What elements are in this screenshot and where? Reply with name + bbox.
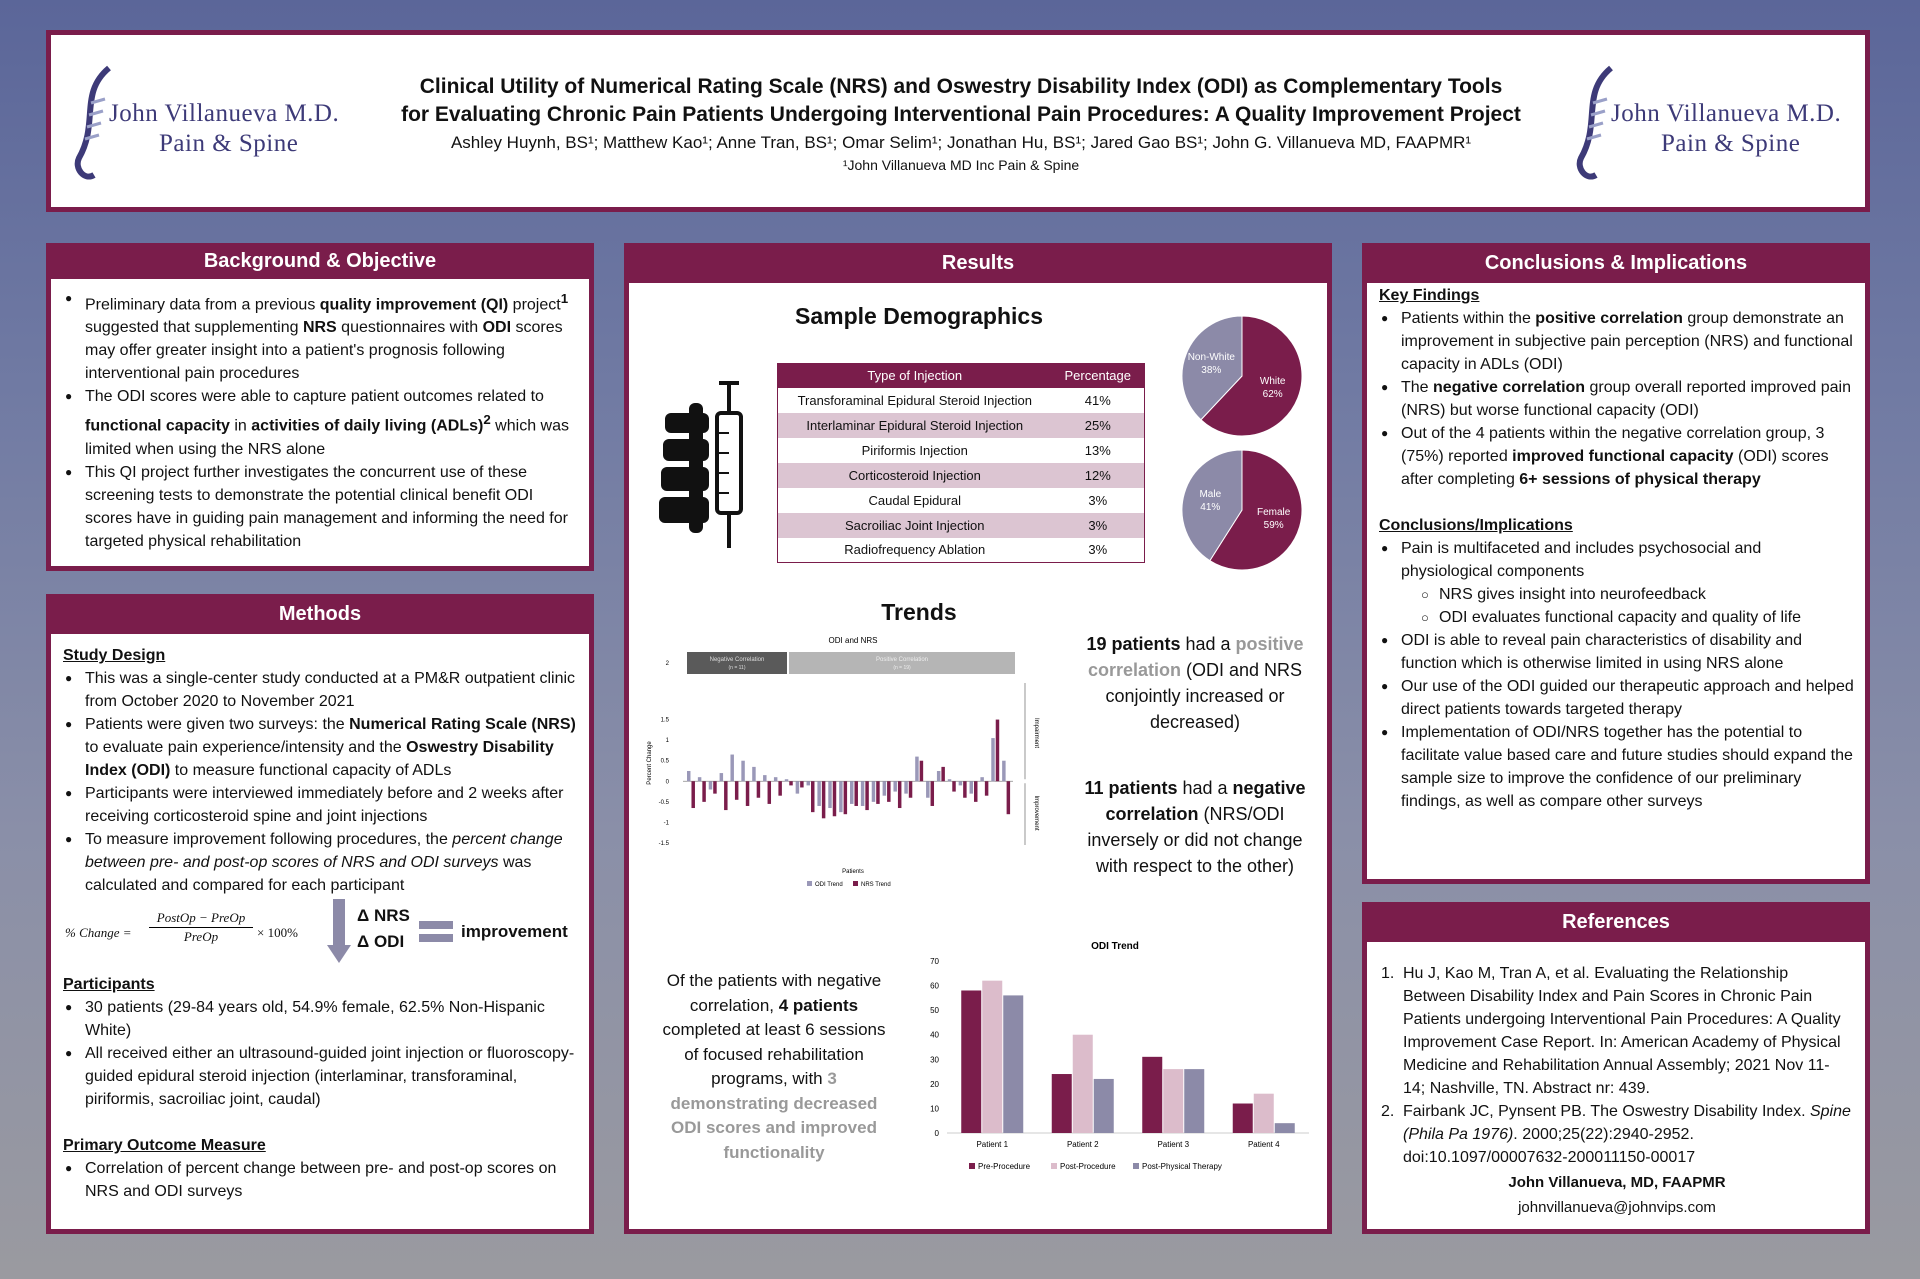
delta-odi: Δ ODI (357, 932, 405, 951)
odi-bar (1233, 1104, 1253, 1133)
group-count: (n = 19) (893, 665, 911, 671)
background-bullet-2: ● The ODI scores were able to capture patient outcomes related to functional capacity in activities of daily living (ADLs)$^2$ which was limited when using the NRS alone (63, 385, 579, 460)
logo-line1: John Villanueva M.D. (1611, 100, 1842, 127)
finding-bullet-1: ● Patients within the positive correlation group demonstrate an improvement in subjective pain perception (NRS) and functional capacity in ADLs (ODI) (1379, 307, 1855, 376)
spine-syringe-icon (659, 373, 759, 553)
conclusion-bullet-1: ● Pain is multifaceted and includes psychosocial and physiological components ○ NRS gives insight into neurofeedback ○ ODI evaluates functional capacity and quality of life (1379, 537, 1855, 629)
formula-fraction (149, 909, 253, 946)
reference-2: 2. Fairbank JC, Pynsent PB. The Oswestry Disability Index. Spine (Phila Pa 1976). 2000;25(22):2940-2952. doi:10.1097/00007632-200011150-00017 (1381, 1103, 1851, 1166)
table-header: Percentage (1052, 364, 1145, 388)
key-findings-heading: Key Findings (1379, 287, 1480, 304)
background-heading: Background & Objective (203, 250, 437, 272)
finding-bullet-2: ● The negative correlation group overall reported improved pain (NRS) but worse functional capacity (ODI) (1379, 376, 1855, 422)
x-axis-label: Patients (842, 869, 864, 875)
table-row (778, 513, 1145, 538)
legend-label: ODI Trend (815, 882, 843, 888)
table-cell: 3% (1052, 513, 1145, 538)
improvement-label: improvement (461, 922, 568, 941)
odi-bar (1052, 1074, 1072, 1133)
logo-line2: Pain & Spine (159, 130, 299, 157)
conclusion-bullet-2: ● ODI is able to reveal pain characteristics of disability and function which is otherwise limited in using NRS alone (1379, 629, 1855, 675)
logo-line1: John Villanueva M.D. (109, 100, 340, 127)
trend-bar (789, 781, 792, 785)
trend-bar (996, 720, 999, 782)
table-cell: 13% (1084, 442, 1111, 458)
y-tick-label: 10 (930, 1104, 939, 1114)
table-cell: Interlaminar Epidural Steroid Injection (778, 413, 1052, 438)
x-tick-label: Patient 2 (1066, 1140, 1099, 1149)
table-row (778, 463, 1145, 488)
title-line-2: for Evaluating Chronic Pain Patients Undergoing Interventional Pain Procedures: A Quality Improvement Project (401, 103, 1521, 126)
methods-bullet-2: ● Patients were given two surveys: the Numerical Rating Scale (NRS) to evaluate pain experience/intensity and the Oswestry Disability Index (ODI) to measure functional capacity of ADLs (63, 713, 579, 782)
results-heading: Results (941, 252, 1015, 274)
odi-bar (1073, 1035, 1093, 1133)
pie-label: Non-White (1187, 351, 1235, 363)
poster-header (46, 30, 1870, 212)
methods-body (51, 634, 589, 1229)
primary-outcome-heading: Primary Outcome Measure (63, 1137, 266, 1154)
positive-correlation-text: 19 patients had a positive correlation (ODI and NRS conjointly increased or decreased) (1086, 634, 1304, 732)
table-cell: Corticosteroid Injection (778, 463, 1052, 488)
trend-bar (948, 779, 951, 781)
participants-bullet-2: ● All received either an ultrasound-guided joint injection or fluoroscopy-guided epidural steroid injection (interlaminar, transforaminal, piriformis, sacroiliac joint, caudal) (63, 1042, 579, 1111)
table-cell: Transforaminal Epidural Steroid Injection (797, 392, 1032, 408)
trend-bar (800, 781, 803, 787)
group-label: Positive Correlation (875, 657, 929, 663)
y-tick-label: -1.5 (658, 841, 669, 847)
trend-bar (931, 781, 934, 806)
trend-bar (720, 773, 723, 781)
trend-bar (817, 781, 820, 806)
y-tick-label: -0.5 (658, 799, 669, 806)
injection-table (777, 363, 1145, 563)
trend-bar (887, 781, 890, 802)
trend-bar (883, 781, 886, 795)
y-tick-label: 0 (934, 1129, 939, 1138)
trend-bar (920, 761, 923, 782)
reference-1: 1. Hu J, Kao M, Tran A, et al. Evaluating the Relationship Between Disability Index and Pain Scores in Chronic Pain Patients undergoing Interventional Pain Procedures: A Quality Improvement Case Report. In: American Academy of Physical Medicine and Rehabilitation Annual Assembly; 2021 Nov 11- 14; Nashville, TN. Abstract nr: 439. (1381, 965, 1841, 1097)
odi-trend-bar-chart (915, 937, 1319, 1173)
table-cell: Caudal Epidural (868, 492, 961, 508)
trends-title: Trends (881, 599, 957, 625)
formula-multiplier: × 100% (257, 925, 298, 940)
trend-bar (959, 781, 962, 785)
table-header-row (778, 364, 1145, 388)
trend-bar (854, 781, 857, 806)
background-bullet-1: ● Preliminary data from a previous quality improvement (QI) project$^1$ suggested that supplementing NRS questionnaires with ODI scores may offer greater insight into a patient's prognosis following interventional pain procedures (63, 287, 579, 385)
trend-bar (876, 781, 879, 804)
table-row (778, 538, 1145, 563)
contact-email: johnvillanueva@johnvips.com (1518, 1199, 1716, 1216)
trend-bar (691, 781, 694, 808)
trend-bar (752, 767, 755, 781)
trend-bar (937, 771, 940, 781)
conclusion-bullet-3: ● Our use of the ODI guided our therapeutic approach and helped direct patients towards targeted therapy (1379, 675, 1855, 721)
conclusions-panel (1362, 243, 1870, 884)
clinic-logo-left (69, 63, 349, 183)
references-heading: References (1562, 911, 1670, 933)
y-tick-label: 40 (930, 1030, 939, 1040)
impairment-label: Impairment (1033, 717, 1039, 749)
odi-bar (1003, 995, 1023, 1133)
legend-label: Post-Physical Therapy (1142, 1162, 1222, 1171)
table-row (778, 488, 1145, 513)
trend-bar (796, 781, 799, 793)
trend-bar (833, 781, 836, 816)
odi-bar (1142, 1057, 1162, 1133)
title-block (351, 73, 1571, 175)
logo-text (1611, 99, 1841, 159)
trend-bar (985, 781, 988, 795)
conclusion-subbullet-2: ○ ODI evaluates functional capacity and quality of life (1421, 606, 1855, 629)
background-bullet-3: ● This QI project further investigates the concurrent use of these screening tests to demonstrate the potential clinical benefit ODI scores have in guiding pain management and informing the need for targeted physical rehabilitation (63, 461, 579, 553)
table-cell: 3% (1088, 492, 1108, 508)
logo-line2: Pain & Spine (1661, 130, 1801, 157)
trend-bar (1007, 781, 1010, 814)
pie-value-label: 41% (1200, 501, 1221, 513)
legend-swatch-odi (807, 881, 812, 886)
pie-label: White (1259, 376, 1286, 388)
methods-heading: Methods (278, 603, 362, 625)
legend-label: Pre-Procedure (978, 1162, 1031, 1171)
trend-bar (904, 781, 907, 793)
references-panel (1362, 902, 1870, 1234)
delta-labels (357, 903, 410, 955)
down-arrow-icon (327, 899, 351, 965)
finding-bullet-3: ● Out of the 4 patients within the negative correlation group, 3 (75%) reported improved functional capacity (ODI) scores after completing 6+ sessions of physical therapy (1379, 422, 1855, 491)
trend-bar (807, 781, 810, 785)
x-tick-label: Patient 1 (976, 1140, 1009, 1149)
y-tick-label: 0.5 (660, 758, 669, 765)
trend-bar (970, 781, 973, 793)
conclusions-body (1367, 283, 1865, 879)
sex-pie-chart (1179, 447, 1305, 573)
trend-bar (872, 781, 875, 802)
rehab-text: Of the patients with negative correlation, 4 patients completed at least 6 sessions of focused rehabilitation programs, with 3 demonstrating decreased ODI scores and improved functionality (662, 971, 886, 1162)
table-cell: 41% (1084, 392, 1111, 408)
contact-name: John Villanueva, MD, FAAPMR (1508, 1174, 1726, 1191)
authors: Ashley Huynh, BS¹; Matthew Kao¹; Anne Tran, BS¹; Omar Selim¹; Jonathan Hu, BS¹; Jared Gao BS¹; John G. Villanueva MD, FAAPMR¹ (450, 133, 1472, 152)
table-row (778, 388, 1145, 413)
pie-label: Female (1257, 507, 1291, 519)
trend-bar (865, 781, 868, 810)
trend-bar (991, 738, 994, 781)
trend-bar (698, 777, 701, 781)
pie-value-label: 38% (1201, 364, 1222, 376)
chart-title: ODI and NRS (828, 636, 878, 645)
table-cell: Radiofrequency Ablation (844, 542, 986, 558)
table-cell: Piriformis Injection (861, 442, 968, 458)
methods-bullet-1: ● This was a single-center study conducted at a PM&R outpatient clinic from October 2020 to November 2021 (63, 667, 579, 713)
table-cell: 12% (1052, 463, 1145, 488)
pie-value-label: 59% (1263, 520, 1284, 532)
odi-bar (1254, 1094, 1274, 1133)
y-tick-label: 30 (930, 1055, 939, 1065)
trend-bar (861, 781, 864, 806)
table-cell: Sacroiliac Joint Injection (778, 513, 1052, 538)
methods-bullet-3: ● Participants were interviewed immediately before and 2 weeks after receiving corticosteroid spine and joint injections (63, 782, 579, 828)
legend-swatch (1133, 1163, 1139, 1169)
y-tick-label: 60 (930, 981, 939, 991)
y-tick-label: 1.5 (660, 717, 669, 724)
trend-bar (828, 781, 831, 808)
trend-bar (1002, 761, 1005, 782)
trend-bar (893, 781, 896, 791)
trend-bar (778, 781, 781, 795)
legend-label: Post-Procedure (1060, 1162, 1116, 1171)
background-body (51, 279, 589, 566)
formula-row (63, 897, 579, 973)
background-panel (46, 243, 594, 571)
odi-nrs-trend-chart (643, 633, 1067, 893)
odi-bar (961, 990, 981, 1133)
table-header: Type of Injection (778, 364, 1052, 388)
delta-nrs: Δ NRS (357, 906, 410, 925)
odi-bar (1275, 1123, 1295, 1133)
equals-icon (419, 921, 453, 943)
trend-bar (763, 775, 766, 781)
y-tick-label: 20 (930, 1079, 939, 1089)
y-tick-label: 70 (930, 957, 939, 966)
trend-bar (724, 781, 727, 810)
improvement-label: Improvement (1033, 795, 1039, 831)
conclusion-bullet-4: ● Implementation of ODI/NRS together has the potential to facilitate value based care and future studies should expand the sample size to improve the confidence of our preliminary findings, as well as compare other surveys (1379, 721, 1855, 813)
odi-bar (1094, 1079, 1114, 1133)
trend-bar (941, 767, 944, 781)
pie-value-label: 62% (1262, 389, 1283, 401)
y-tick-label: 0 (665, 779, 669, 786)
methods-panel (46, 594, 594, 1234)
x-tick-label: Patient 3 (1157, 1140, 1190, 1149)
trend-bar (768, 781, 771, 804)
references-body (1367, 942, 1865, 1229)
trend-bar (811, 781, 814, 812)
legend-swatch (969, 1163, 975, 1169)
table-cell: 25% (1052, 413, 1145, 438)
trend-bar (757, 781, 760, 797)
trend-bar (980, 777, 983, 781)
trend-bar (702, 781, 705, 802)
trend-bar (952, 781, 955, 791)
trend-bar (963, 781, 966, 797)
trend-bar (898, 781, 901, 808)
trend-bar (785, 779, 788, 781)
table-row (778, 413, 1145, 438)
group-count: (n = 11) (728, 665, 746, 671)
participants-bullet-1: ● 30 patients (29-84 years old, 54.9% female, 62.5% Non-Hispanic White) (63, 996, 579, 1042)
demographics-title: Sample Demographics (795, 303, 1043, 329)
logo-text (109, 99, 339, 159)
odi-bar (982, 981, 1002, 1133)
trend-bar (687, 771, 690, 781)
group-label: Negative Correlation (709, 657, 765, 663)
trend-bar (974, 781, 977, 802)
y-tick-label: 1 (665, 738, 669, 745)
title-line-1: Clinical Utility of Numerical Rating Scale (NRS) and Oswestry Disability Index (ODI) as Complementary Tools (419, 75, 1503, 98)
trend-bar (746, 781, 749, 806)
odi-bar (1163, 1069, 1183, 1133)
trend-bar (735, 781, 738, 800)
x-tick-label: Patient 4 (1247, 1140, 1280, 1149)
odi-bar (1184, 1069, 1204, 1133)
y-tick-label: 2 (665, 661, 669, 667)
participants-heading: Participants (63, 976, 155, 993)
trend-bar (713, 781, 716, 793)
trend-bar (822, 781, 825, 818)
clinic-logo-right (1571, 63, 1851, 183)
formula-denominator: PreOp (183, 929, 219, 944)
study-design-heading: Study Design (63, 647, 166, 664)
results-panel (624, 243, 1332, 1234)
trend-bar (730, 755, 733, 782)
conclusions-implications-heading: Conclusions/Implications (1379, 517, 1573, 534)
formula-lhs: % Change = (65, 925, 132, 940)
negative-correlation-text: 11 patients had a negative correlation (NRS/ODI inversely or did not change with respect to the other) (1084, 778, 1306, 876)
trend-bar (741, 761, 744, 782)
conclusion-subbullet-1: ○ NRS gives insight into neurofeedback (1421, 583, 1855, 606)
y-tick-label: 50 (930, 1006, 939, 1016)
trend-bar (850, 781, 853, 804)
legend-swatch (1051, 1163, 1057, 1169)
table-row (778, 438, 1145, 463)
trend-bar (909, 781, 912, 797)
trend-bar (709, 781, 712, 789)
trend-bar (926, 781, 929, 797)
results-body (629, 283, 1327, 1229)
y-axis-label: Percent Change (647, 741, 653, 785)
trend-bar (915, 757, 918, 782)
conclusions-heading: Conclusions & Implications (1484, 252, 1748, 274)
formula-numerator: PostOp − PreOp (149, 909, 253, 928)
affiliation: ¹John Villanueva MD Inc Pain & Spine (842, 157, 1080, 173)
trend-bar (839, 781, 842, 812)
legend-label: NRS Trend (861, 882, 891, 888)
race-pie-chart (1179, 313, 1305, 439)
table-cell: 3% (1088, 542, 1108, 558)
chart-title: ODI Trend (1091, 941, 1139, 952)
trend-bar (774, 777, 777, 781)
primary-outcome-bullet: ● Correlation of percent change between pre- and post-op scores on NRS and ODI surveys (63, 1157, 579, 1203)
pie-label: Male (1199, 488, 1222, 500)
y-tick-label: -1 (663, 820, 669, 827)
trend-bar (844, 781, 847, 814)
legend-swatch-nrs (853, 881, 858, 886)
methods-bullet-4: ● To measure improvement following procedures, the percent change between pre- and post-op scores of NRS and ODI surveys was calculated and compared for each participant (63, 828, 579, 897)
